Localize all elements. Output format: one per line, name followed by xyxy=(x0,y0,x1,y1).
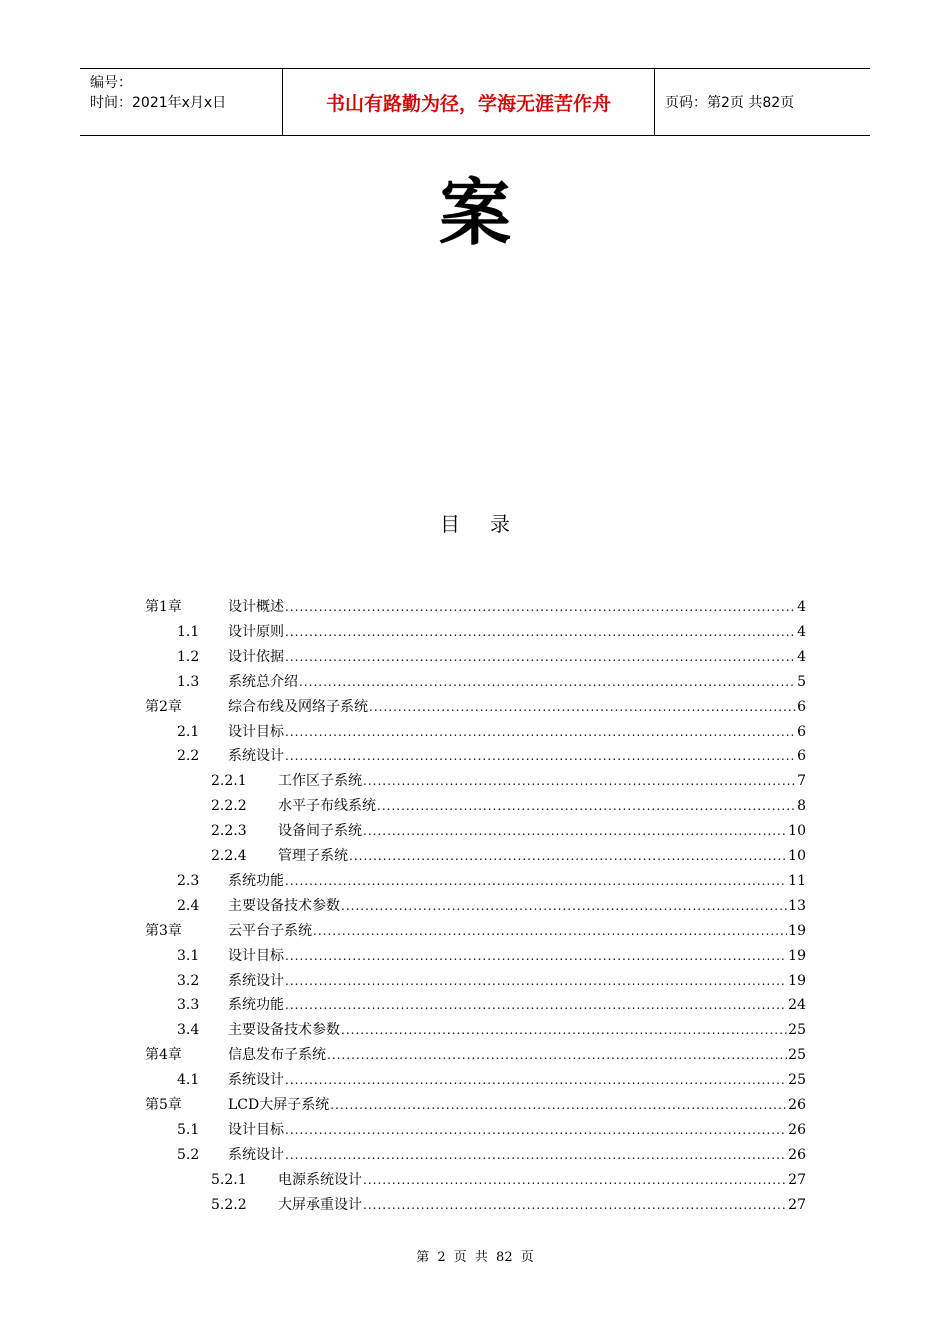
toc-entry-page: 24 xyxy=(788,997,806,1014)
toc-entry-title: LCD大屏子系统 xyxy=(228,1097,330,1113)
toc-entry-title: 水平子布线系统 xyxy=(278,798,376,815)
toc-entry-title: 管理子系统 xyxy=(278,848,348,864)
toc-entry-line xyxy=(278,794,806,818)
toc-entry-line xyxy=(278,844,806,868)
doc-date-label: 时间：2021年x月x日 xyxy=(90,95,227,111)
toc-entry-number: 2.2.3 xyxy=(211,823,247,840)
toc-entry-page: 25 xyxy=(788,1022,806,1039)
toc-dot-leader xyxy=(341,1018,787,1042)
toc-entry-number: 2.1 xyxy=(177,723,200,740)
toc-entry[interactable] xyxy=(0,1043,950,1067)
toc-entry-line xyxy=(228,670,806,694)
toc-dot-leader xyxy=(285,595,796,619)
toc-entry-number: 5.2.2 xyxy=(211,1196,247,1213)
toc-entry-line xyxy=(228,1143,806,1167)
toc-entry-page: 4 xyxy=(797,648,806,665)
toc-entry-number: 3.4 xyxy=(177,1022,200,1039)
toc-entry[interactable] xyxy=(0,720,950,744)
toc-entry-line xyxy=(278,1193,806,1217)
toc-entry-number: 2.2.2 xyxy=(211,798,247,815)
toc-entry-title: 系统总介绍 xyxy=(228,673,298,690)
header-meta xyxy=(80,69,282,135)
toc-dot-leader xyxy=(285,720,796,744)
toc-dot-leader xyxy=(330,1093,787,1117)
toc-entry-number: 1.3 xyxy=(177,673,200,690)
toc-dot-leader xyxy=(285,1068,787,1092)
toc-entry-line xyxy=(228,1118,806,1142)
toc-entry-number: 1.2 xyxy=(177,648,200,665)
toc-entry-line xyxy=(278,1168,806,1192)
toc-entry-title: 系统设计 xyxy=(228,972,284,989)
toc-dot-leader xyxy=(285,744,796,768)
toc-entry-page: 19 xyxy=(788,947,806,964)
toc-entry[interactable] xyxy=(0,1093,950,1117)
toc-entry-title: 设计目标 xyxy=(228,947,284,964)
toc-entry[interactable] xyxy=(0,670,950,694)
toc-dot-leader xyxy=(327,1043,787,1067)
toc-entry[interactable] xyxy=(0,794,950,818)
toc-entry-line xyxy=(278,769,806,793)
toc-entry-page: 10 xyxy=(788,848,806,864)
toc-entry-number: 第4章 xyxy=(145,1047,182,1064)
toc-entry-number: 3.1 xyxy=(177,947,200,964)
toc-dot-leader xyxy=(363,1168,787,1192)
toc-entry[interactable] xyxy=(0,1118,950,1142)
toc-entry-line xyxy=(228,969,806,993)
toc-entry[interactable] xyxy=(0,993,950,1017)
toc-entry[interactable] xyxy=(0,595,950,619)
toc-entry-title: 系统设计 xyxy=(228,1072,284,1089)
toc-dot-leader xyxy=(285,969,787,993)
toc-entry-number: 2.3 xyxy=(177,872,200,889)
toc-entry-line xyxy=(228,744,806,768)
toc-entry-title: 设计概述 xyxy=(228,599,284,615)
toc-entry-title: 信息发布子系统 xyxy=(228,1047,326,1064)
toc-entry-page: 6 xyxy=(797,748,806,765)
toc-entry[interactable] xyxy=(0,894,950,918)
toc-entry-page: 27 xyxy=(788,1196,806,1213)
toc-entry-line xyxy=(228,720,806,744)
toc-entry-title: 系统功能 xyxy=(228,997,284,1014)
toc-entry-number: 第1章 xyxy=(145,599,182,615)
toc-entry-title: 电源系统设计 xyxy=(278,1171,362,1188)
toc-entry-line xyxy=(228,869,806,893)
toc-entry-page: 13 xyxy=(788,897,806,914)
toc-entry-title: 设计目标 xyxy=(228,723,284,740)
toc-dot-leader xyxy=(377,794,796,818)
page-header xyxy=(80,68,870,136)
toc-dot-leader xyxy=(299,670,796,694)
toc-entry-line xyxy=(228,919,806,943)
toc-entry-page: 11 xyxy=(788,872,806,889)
toc-entry-title: 系统设计 xyxy=(228,748,284,765)
toc-dot-leader xyxy=(363,819,787,843)
toc-dot-leader xyxy=(363,1193,787,1217)
toc-entry-line xyxy=(228,645,806,669)
toc-entry-title: 设计依据 xyxy=(228,648,284,665)
toc-entry-page: 26 xyxy=(788,1146,806,1163)
toc-dot-leader xyxy=(285,1118,787,1142)
toc-entry[interactable] xyxy=(0,769,950,793)
toc-entry[interactable] xyxy=(0,919,950,943)
toc-entry[interactable] xyxy=(0,869,950,893)
toc-entry-line xyxy=(228,595,806,619)
header-motto: 书山有路勤为径，学海无涯苦作舟 xyxy=(282,69,655,135)
toc-entry-number: 5.2.1 xyxy=(211,1171,247,1188)
toc-entry-page: 10 xyxy=(788,823,806,840)
toc-entry-page: 26 xyxy=(788,1121,806,1138)
toc-entry-title: 主要设备技术参数 xyxy=(228,897,340,914)
toc-dot-leader xyxy=(285,869,787,893)
header-page-info: 页码：第2页 共82页 xyxy=(665,95,795,111)
toc-entry[interactable] xyxy=(0,944,950,968)
doc-id-label: 编号： xyxy=(90,75,132,91)
toc-entry-title: 设计原则 xyxy=(228,623,284,640)
toc-entry-number: 1.1 xyxy=(177,623,200,640)
toc-entry-number: 第2章 xyxy=(145,698,182,715)
toc-entry[interactable] xyxy=(0,645,950,669)
toc-entry-page: 27 xyxy=(788,1171,806,1188)
toc-dot-leader xyxy=(363,769,796,793)
toc-entry[interactable] xyxy=(0,695,950,719)
toc-entry[interactable] xyxy=(0,1143,950,1167)
toc-entry-line xyxy=(228,695,806,719)
toc-entry-page: 19 xyxy=(788,972,806,989)
toc-dot-leader xyxy=(285,620,796,644)
toc-entry-page: 26 xyxy=(788,1097,806,1113)
toc-entry-number: 2.2.4 xyxy=(211,848,247,864)
toc-entry-page: 5 xyxy=(797,673,806,690)
toc-dot-leader xyxy=(285,1143,787,1167)
toc-entry-title: 云平台子系统 xyxy=(228,922,312,939)
toc-entry[interactable] xyxy=(0,1018,950,1042)
toc-entry-page: 4 xyxy=(797,623,806,640)
toc-entry-title: 系统功能 xyxy=(228,872,284,889)
page-footer: 第 2 页 共 82 页 xyxy=(416,1250,534,1265)
toc-title: 目录 xyxy=(440,512,540,536)
toc-entry-title: 大屏承重设计 xyxy=(278,1196,362,1213)
toc-entry-number: 3.3 xyxy=(177,997,200,1014)
toc-dot-leader xyxy=(285,645,796,669)
toc-entry-number: 5.2 xyxy=(177,1146,200,1163)
toc-entry-page: 25 xyxy=(788,1072,806,1089)
toc-entry[interactable] xyxy=(0,744,950,768)
toc-entry-number: 第3章 xyxy=(145,922,182,939)
toc-entry[interactable] xyxy=(0,1193,950,1217)
toc-entry-line xyxy=(228,1093,806,1117)
toc-entry-title: 主要设备技术参数 xyxy=(228,1022,340,1039)
toc-entry-page: 7 xyxy=(797,773,806,790)
toc-dot-leader xyxy=(341,894,787,918)
toc-entry-page: 4 xyxy=(797,599,806,615)
toc-entry-page: 8 xyxy=(797,798,806,815)
toc-entry-number: 3.2 xyxy=(177,972,200,989)
toc-entry[interactable] xyxy=(0,620,950,644)
toc-entry-number: 2.2 xyxy=(177,748,200,765)
toc-entry-page: 6 xyxy=(797,723,806,740)
toc-entry[interactable] xyxy=(0,819,950,843)
toc-entry-title: 设备间子系统 xyxy=(278,823,362,840)
toc-dot-leader xyxy=(285,944,787,968)
toc-entry-title: 设计目标 xyxy=(228,1121,284,1138)
toc-entry-title: 系统设计 xyxy=(228,1146,284,1163)
toc-entry-title: 工作区子系统 xyxy=(278,773,362,790)
toc-entry-page: 6 xyxy=(797,698,806,715)
toc-entry-line xyxy=(228,894,806,918)
toc-entry-number: 2.2.1 xyxy=(211,773,247,790)
toc-entry-line xyxy=(228,1018,806,1042)
toc-dot-leader xyxy=(369,695,796,719)
toc-entry[interactable] xyxy=(0,1168,950,1192)
toc-entry-number: 第5章 xyxy=(145,1097,182,1113)
toc-entry-page: 25 xyxy=(788,1047,806,1064)
toc-entry-line xyxy=(228,1068,806,1092)
toc-entry[interactable] xyxy=(0,1068,950,1092)
toc-entry-line xyxy=(278,819,806,843)
toc-entry-number: 5.1 xyxy=(177,1121,200,1138)
toc-entry-line xyxy=(228,1043,806,1067)
toc-entry-line xyxy=(228,944,806,968)
title-character: 案 xyxy=(438,170,511,255)
toc-entry-number: 4.1 xyxy=(177,1072,200,1089)
toc-entry-line xyxy=(228,993,806,1017)
toc-entry-title: 综合布线及网络子系统 xyxy=(228,698,368,715)
toc-entry[interactable] xyxy=(0,969,950,993)
toc-entry-page: 19 xyxy=(788,922,806,939)
toc-entry-line xyxy=(228,620,806,644)
toc-entry-number: 2.4 xyxy=(177,897,200,914)
toc-dot-leader xyxy=(285,993,787,1017)
toc-dot-leader xyxy=(313,919,787,943)
toc-dot-leader xyxy=(349,844,787,868)
toc-entry[interactable] xyxy=(0,844,950,868)
